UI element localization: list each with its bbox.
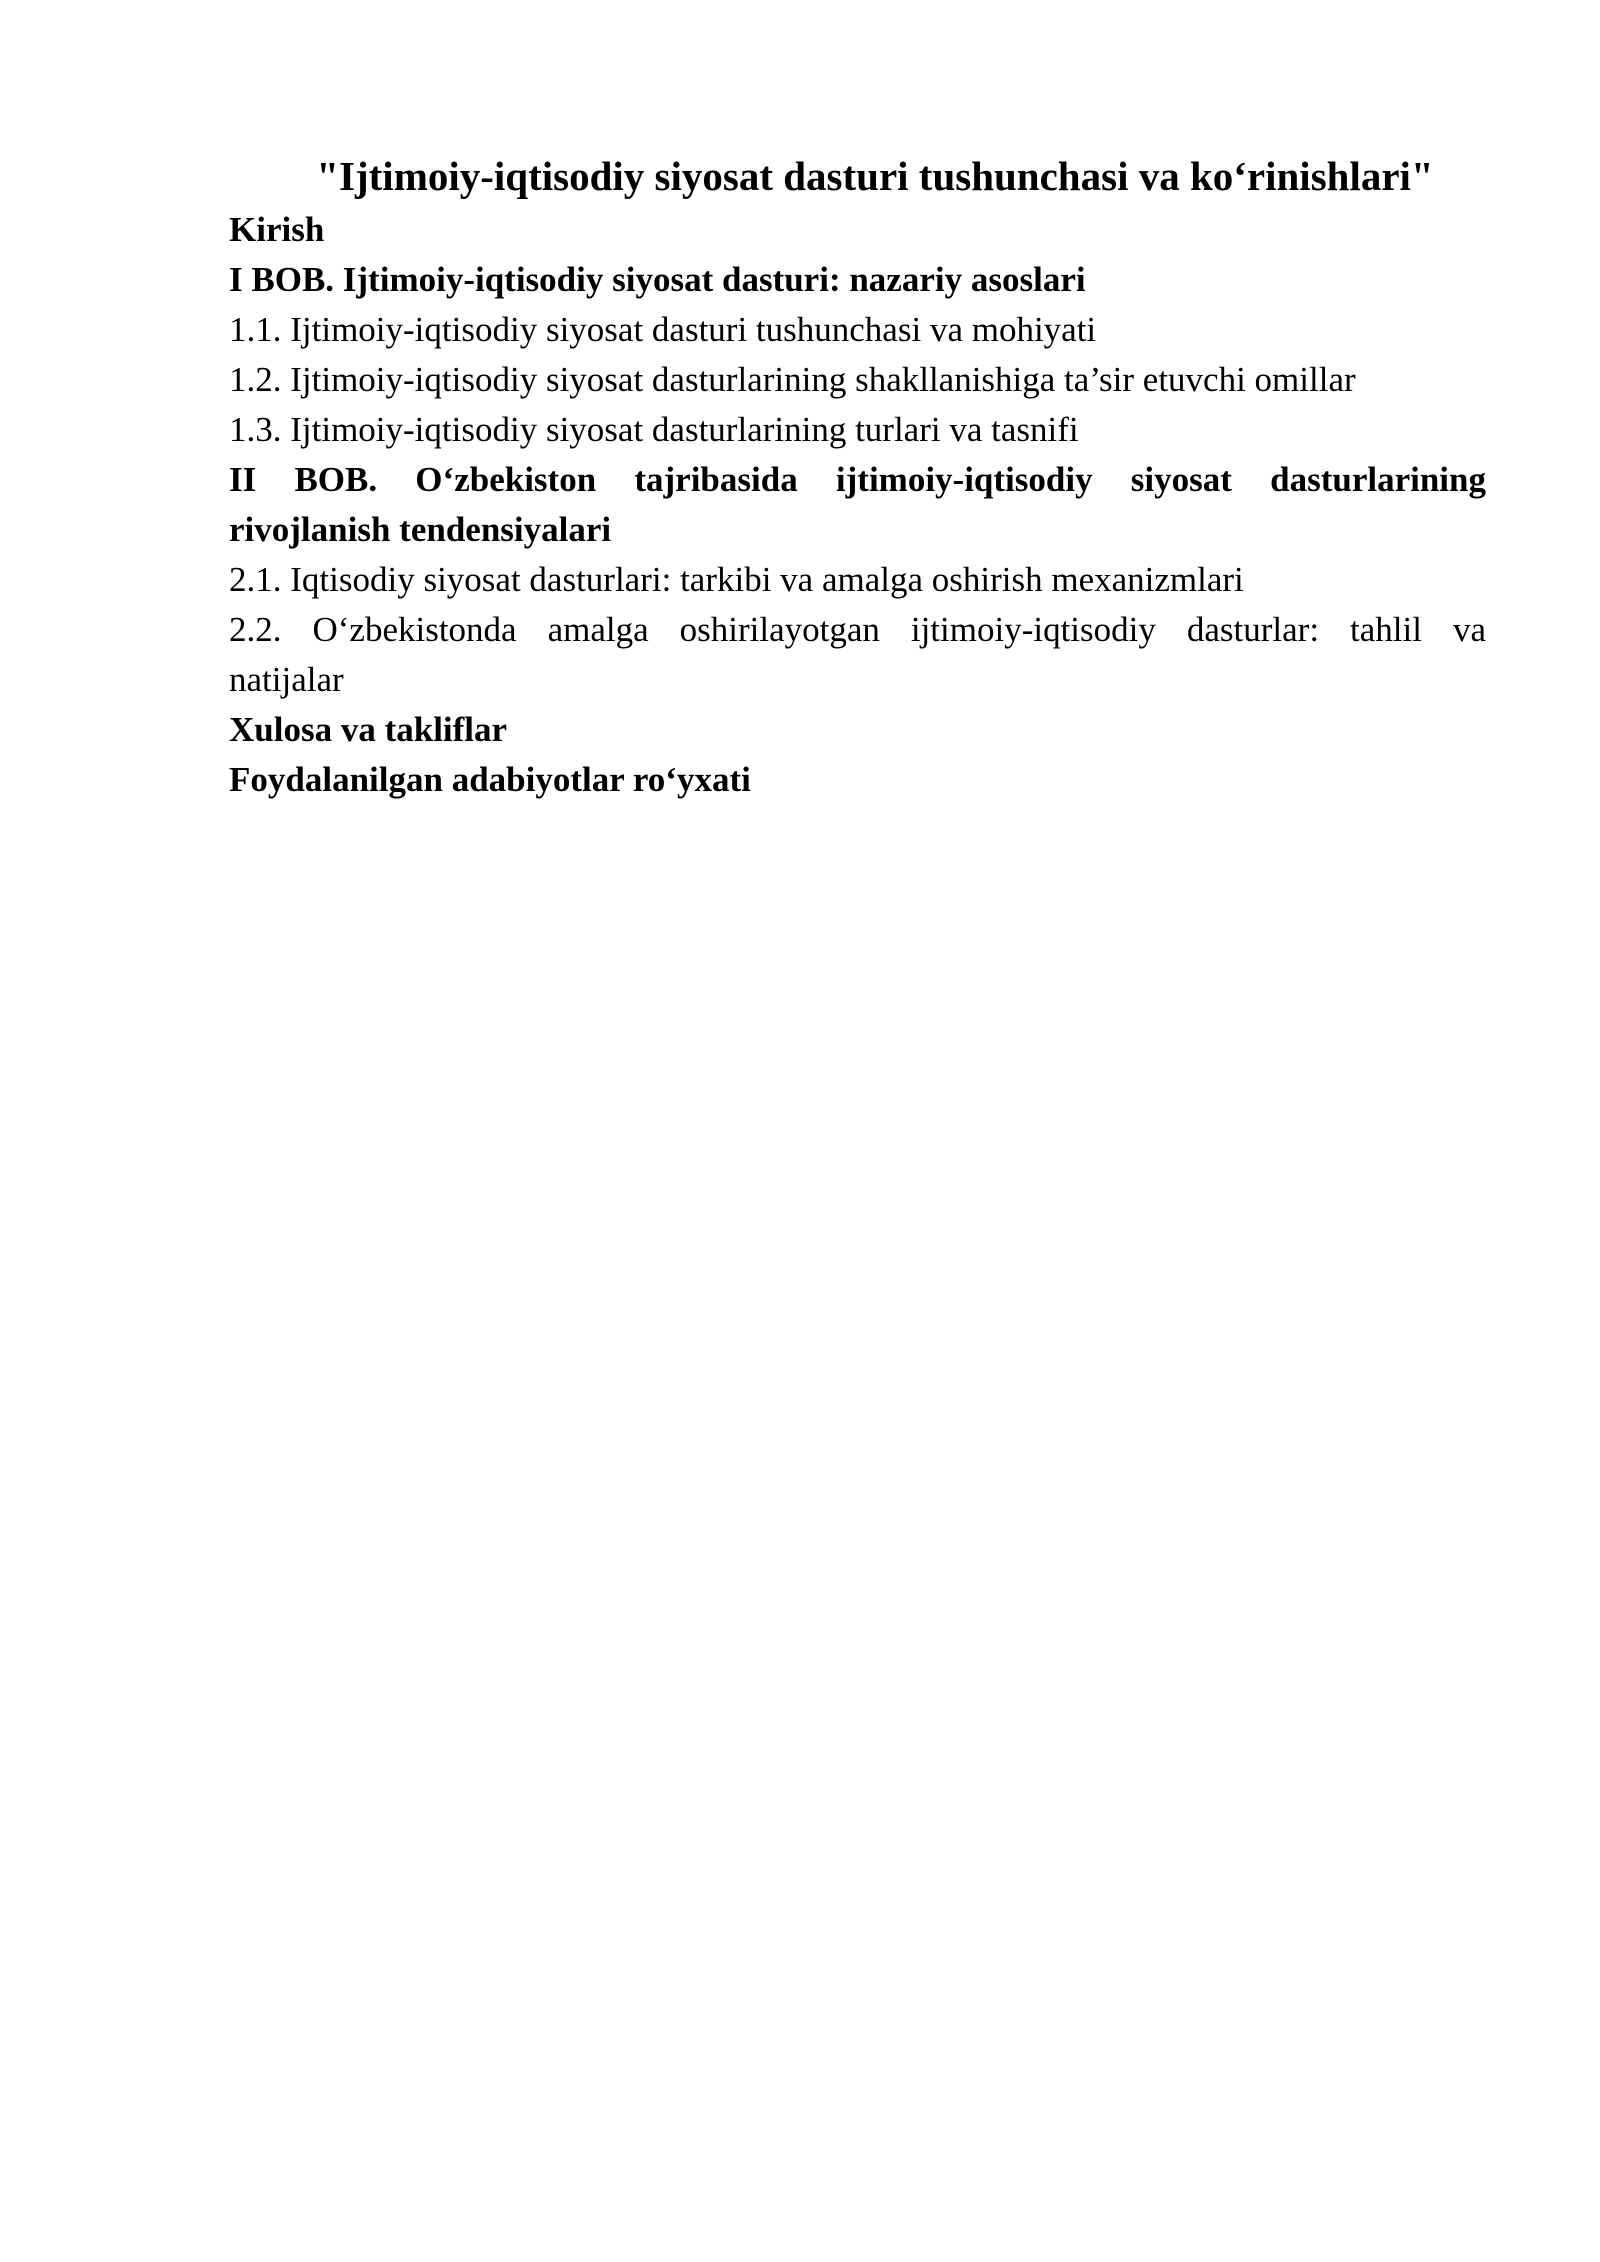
- toc-section-1-3: 1.3. Ijtimoiy-iqtisodiy siyosat dasturlarining turlari va tasnifi: [229, 410, 1079, 449]
- toc-chapter-1: I BOB. Ijtimoiy-iqtisodiy siyosat dasturi: nazariy asoslari: [229, 260, 1086, 299]
- toc-section-1-1: 1.1. Ijtimoiy-iqtisodiy siyosat dasturi tushunchasi va mohiyati: [229, 310, 1097, 349]
- toc-section-1-2: 1.2. Ijtimoiy-iqtisodiy siyosat dasturlarining shakllanishiga ta’sir etuvchi omillar: [229, 360, 1356, 399]
- toc-intro: Kirish: [229, 210, 325, 249]
- toc-chapter-2-line-2: rivojlanish tendensiyalari: [229, 510, 612, 549]
- toc-chapter-2-line-1: II BOB. O‘zbekiston tajribasida ijtimoiy-iqtisodiy siyosat dasturlarining: [229, 460, 1486, 499]
- toc-conclusion: Xulosa va takliflar: [229, 710, 508, 749]
- toc-section-2-1: 2.1. Iqtisodiy siyosat dasturlari: tarkibi va amalga oshirish mexanizmlari: [229, 560, 1244, 599]
- toc-references: Foydalanilgan adabiyotlar ro‘yxati: [229, 760, 751, 799]
- toc-section-2-2-line-2: natijalar: [229, 660, 344, 699]
- table-of-contents: [229, 147, 1486, 805]
- toc-section-2-2-line-1: 2.2. O‘zbekistonda amalga oshirilayotgan ijtimoiy-iqtisodiy dasturlar: tahlil va: [229, 610, 1486, 649]
- document-title: "Ijtimoiy-iqtisodiy siyosat dasturi tushunchasi va ko‘rinishlari": [316, 153, 1434, 199]
